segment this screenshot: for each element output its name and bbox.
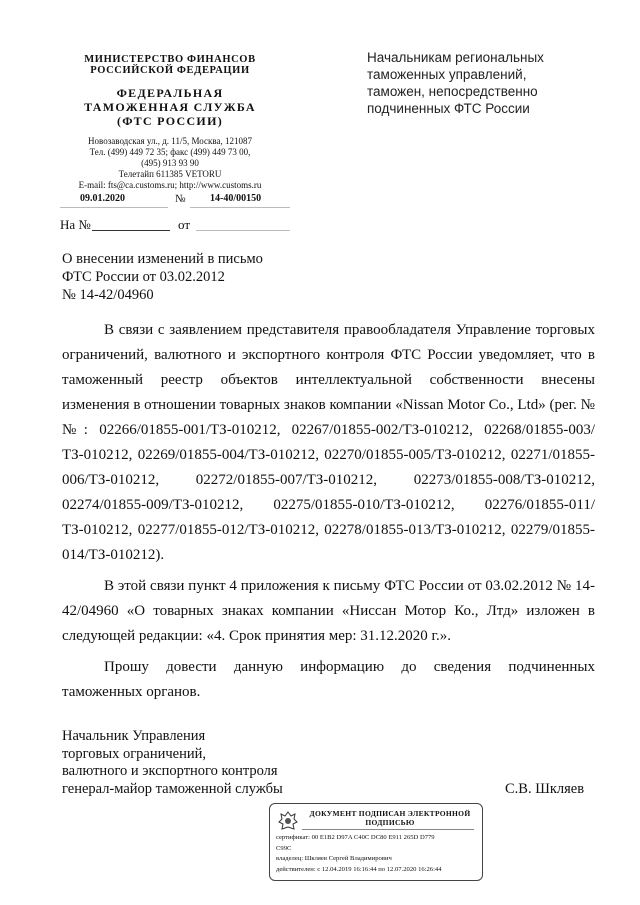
letterhead [55,54,285,191]
signature-line-1: Начальник Управления [62,728,206,744]
certificate-line-2: C99C [276,844,292,852]
fts-line-2: ТАМОЖЕННАЯ СЛУЖБА [84,100,256,114]
subject-line-1: О внесении изменений в письмо [62,251,263,267]
subject-line-2: ФТС России от 03.02.2012 [62,269,225,285]
addressee-line-2: таможенных управлений, [367,67,527,82]
to-number-label: На № [60,217,91,232]
fts-line-3: (ФТС РОССИИ) [116,114,223,128]
letter-body [62,318,595,705]
body-paragraph-2: В этой связи пункт 4 приложения к письму ФТС России от 03.02.2012 № 14-42/04960 «О товарных знаках компании «Ниссан Мотор Ко., Лтд» изложен в следующей редакции: «4. Срок принятия мер: 31.12.2020 г.». [62,578,595,644]
fts-line-1: ФЕДЕРАЛЬНАЯ [116,86,224,100]
emblem-icon [276,809,300,833]
body-paragraph-3: Прошу довести данную информацию до сведения подчиненных таможенных органов. [62,659,595,700]
addressee-line-1: Начальникам региональных [367,50,544,65]
signature-block [62,728,322,798]
signature-line-2: торговых ограничений, [62,745,206,762]
to-number-underline [92,230,170,231]
reg-date-underline [60,207,168,208]
reg-number: 14-40/00150 [210,193,262,204]
signatory-name: С.В. Шкляев [505,781,585,797]
stamp-title [302,809,478,827]
signature-line-4: генерал-майор таможенной службы [62,780,283,797]
reference-row [60,217,290,235]
stamp-title-divider [302,829,474,830]
stamp-title-line-2: ПОДПИСЬЮ [365,818,415,827]
owner-line: владелец: Шкляев Сергей Владимирович [276,855,392,862]
phone-line-2: (495) 913 93 90 [141,158,199,168]
reg-number-sign: № [175,193,186,205]
address-line-1: Новозаводская ул., д. 11/5, Москва, 121087 [88,136,252,146]
addressee-block [367,49,617,117]
ministry-line-2: РОССИЙСКОЙ ФЕДЕРАЦИИ [90,65,250,76]
ministry-line-1: МИНИСТЕРСТВО ФИНАНСОВ [84,54,256,65]
stamp-details [276,833,480,875]
certificate-line-1: сертификат: 00 E1B2 D97A C40C DC80 E911 265D D779 [276,834,435,841]
teletype-line: Телетайп 611385 VETORU [118,169,222,179]
subject-block [62,250,322,304]
validity-line: действителен: с 12.04.2019 16:16:44 по 12.07.2020 16:26:44 [276,865,442,873]
from-label: от [178,217,191,232]
addressee-line-4: подчиненных ФТС России [367,101,530,116]
e-signature-stamp [269,803,483,881]
signature-line-3: валютного и экспортного контроля [62,763,278,779]
from-underline [196,230,290,231]
phone-line: Тел. (499) 449 72 35; факс (499) 449 73 00, [89,147,251,157]
body-paragraph-1: В связи с заявлением представителя правообладателя Управление торговых ограничений, валютного и экспортного контроля ФТС России уведомляет, что в таможенный реестр объектов интеллектуальной собственности внесены изменения в отношении товарных знаков компании «Nissan Motor Co., Ltd» (рег. №№: 02266/01855-001/ТЗ-010212, 02267/01855-002/ТЗ-010212, 02268/01855-003/ТЗ-010212, 02269/01855-004/ТЗ-010212, 02270/01855-005/ТЗ-010212, 02271/01855-006/ТЗ-010212, 02272/01855-007/ТЗ-010212, 02273/01855-008/ТЗ-010212, 02274/01855-009/ТЗ-010212, 02275/01855-010/ТЗ-010212, 02276/01855-011/ТЗ-010212, 02277/01855-012/ТЗ-010212, 02278/01855-013/ТЗ-010212, 02279/01855-014/ТЗ-010212). [62,322,595,563]
email-line: E-mail: fts@ca.customs.ru; http://www.customs.ru [78,180,262,190]
subject-line-3: № 14-42/04960 [62,287,154,303]
registration-row [60,193,290,211]
reg-date: 09.01.2020 [80,193,125,204]
stamp-title-line-1: ДОКУМЕНТ ПОДПИСАН ЭЛЕКТРОННОЙ [309,809,471,818]
addressee-line-3: таможен, непосредственно [367,84,538,99]
reg-number-underline [190,207,290,208]
